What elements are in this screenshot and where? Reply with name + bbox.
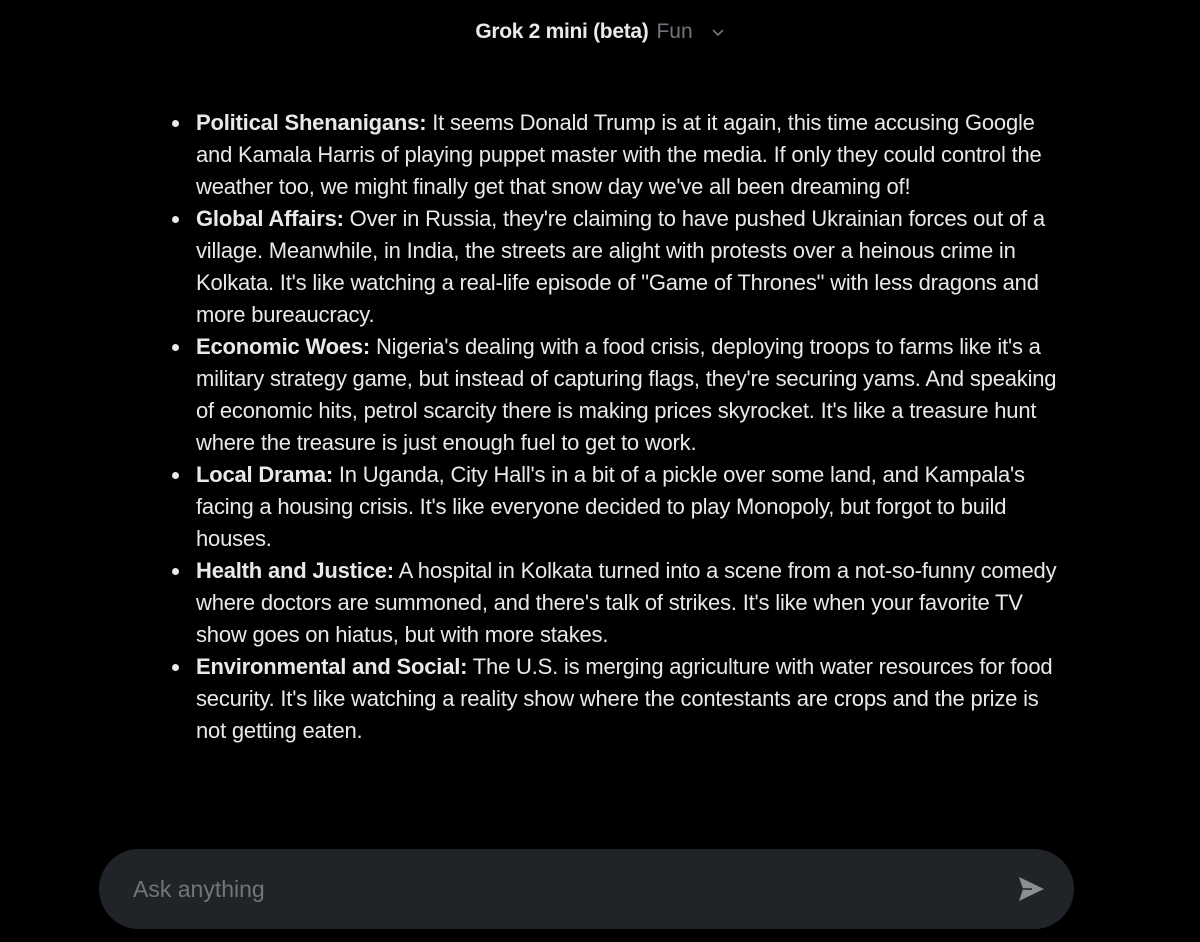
list-item <box>196 331 1060 459</box>
item-title: Local Drama: <box>196 462 333 487</box>
send-icon <box>1016 874 1046 904</box>
list-item <box>196 107 1060 203</box>
news-list <box>170 107 1060 747</box>
item-text: A hospital in Kolkata turned into a scene from a not-so-funny comedy where doctors are summoned, and there's talk of strikes. It's like when your favorite TV show goes on hiatus, but with more stakes. <box>196 558 1057 647</box>
bullet-icon <box>172 216 179 223</box>
send-button[interactable] <box>1014 872 1048 906</box>
list-item <box>196 651 1060 747</box>
model-name: Grok 2 mini (beta) <box>475 20 649 43</box>
item-text: It seems Donald Trump is at it again, this time accusing Google and Kamala Harris of playing puppet master with the media. If only they could control the weather too, we might finally get that snow day we've all been dreaming of! <box>196 110 1042 199</box>
composer <box>99 849 1074 929</box>
list-item <box>196 555 1060 651</box>
item-text: Nigeria's dealing with a food crisis, deploying troops to farms like it's a military strategy game, but instead of capturing flags, they're securing yams. And speaking of economic hits, petrol scarcity there is making prices skyrocket. It's like a treasure hunt where the treasure is just enough fuel to get to work. <box>196 334 1057 455</box>
item-title: Political Shenanigans: <box>196 110 427 135</box>
model-selector[interactable] <box>0 0 1200 64</box>
bullet-icon <box>172 344 179 351</box>
item-text: The U.S. is merging agriculture with water resources for food security. It's like watching a reality show where the contestants are crops and the prize is not getting eaten. <box>196 654 1053 743</box>
bullet-icon <box>172 664 179 671</box>
item-title: Global Affairs: <box>196 206 344 231</box>
item-title: Environmental and Social: <box>196 654 468 679</box>
list-item <box>196 459 1060 555</box>
item-text: In Uganda, City Hall's in a bit of a pickle over some land, and Kampala's facing a housing crisis. It's like everyone decided to play Monopoly, but forgot to build houses. <box>196 462 1025 551</box>
bullet-icon <box>172 472 179 479</box>
bullet-icon <box>172 120 179 127</box>
list-item <box>196 203 1060 331</box>
model-mode: Fun <box>656 20 693 43</box>
assistant-response <box>170 107 1060 747</box>
item-title: Health and Justice: <box>196 558 394 583</box>
item-title: Economic Woes: <box>196 334 371 359</box>
item-text: Over in Russia, they're claiming to have pushed Ukrainian forces out of a village. Meanwhile, in India, the streets are alight with protests over a heinous crime in Kolkata. It's like watching a real-life episode of "Game of Thrones" with less dragons and more bureaucracy. <box>196 206 1045 327</box>
bullet-icon <box>172 568 179 575</box>
chevron-down-icon[interactable] <box>711 25 725 39</box>
ask-input[interactable] <box>131 875 1014 904</box>
